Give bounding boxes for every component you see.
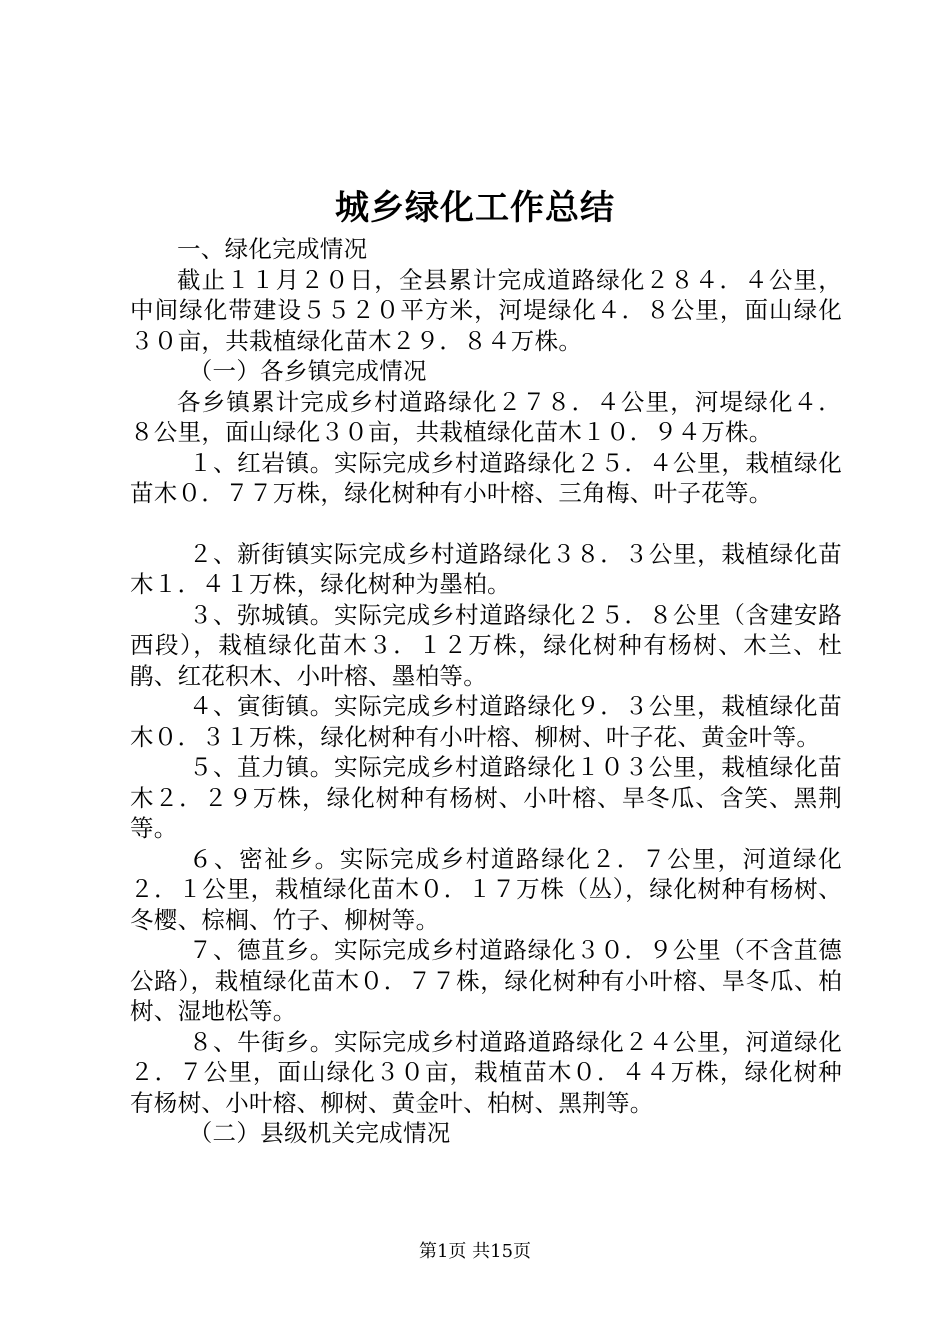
- list-paragraph: ２、新街镇实际完成乡村道路绿化３８．３公里，栽植绿化苗木１．４１万株，绿化树种为墨柏。: [130, 539, 842, 598]
- document-body: [130, 234, 842, 1149]
- page-footer: 第1页 共15页: [418, 1241, 532, 1262]
- list-paragraph: １、红岩镇。实际完成乡村道路绿化２５．４公里，栽植绿化苗木０．７７万株，绿化树种有小叶榕、三角梅、叶子花等。: [130, 448, 842, 507]
- list-paragraph: ５、苴力镇。实际完成乡村道路绿化１０３公里，栽植绿化苗木２．２９万株，绿化树种有杨树、小叶榕、旱冬瓜、含笑、黑荆等。: [130, 753, 842, 842]
- list-paragraph: ４、寅街镇。实际完成乡村道路绿化９．３公里，栽植绿化苗木０．３１万株，绿化树种有小叶榕、柳树、叶子花、黄金叶等。: [130, 692, 842, 751]
- paragraph: 截止１１月２０日，全县累计完成道路绿化２８４．４公里，中间绿化带建设５５２０平方米，河堤绿化４．８公里，面山绿化３０亩，共栽植绿化苗木２９．８４万株。: [130, 265, 842, 355]
- list-paragraph: ３、弥城镇。实际完成乡村道路绿化２５．８公里（含建安路西段），栽植绿化苗木３．１２万株，绿化树种有杨树、木兰、杜鹃、红花积木、小叶榕、墨柏等。: [130, 600, 842, 690]
- list-paragraph: ７、德苴乡。实际完成乡村道路绿化３０．９公里（不含苴德公路），栽植绿化苗木０．７７株，绿化树种有小叶榕、旱冬瓜、柏树、湿地松等。: [130, 936, 842, 1025]
- paragraph: 各乡镇累计完成乡村道路绿化２７８．４公里，河堤绿化４．８公里，面山绿化３０亩，共栽植绿化苗木１０．９４万株。: [130, 387, 842, 446]
- subsection-heading: （一）各乡镇完成情况: [188, 357, 427, 385]
- list-paragraph: ８、牛街乡。实际完成乡村道路道路绿化２４公里，河道绿化２．７公里，面山绿化３０亩，栽植苗木０．４４万株，绿化树种有杨树、小叶榕、柳树、黄金叶、柏树、黑荆等。: [130, 1027, 842, 1117]
- section-heading: 一、绿化完成情况: [177, 235, 368, 263]
- subsection-heading: （二）县级机关完成情况: [188, 1119, 451, 1147]
- list-paragraph: ６、密祉乡。实际完成乡村道路绿化２．７公里，河道绿化２．１公里，栽植绿化苗木０．１７万株（丛），绿化树种有杨树、冬樱、棕榈、竹子、柳树等。: [130, 844, 842, 934]
- document-title: 城乡绿化工作总结: [335, 188, 615, 228]
